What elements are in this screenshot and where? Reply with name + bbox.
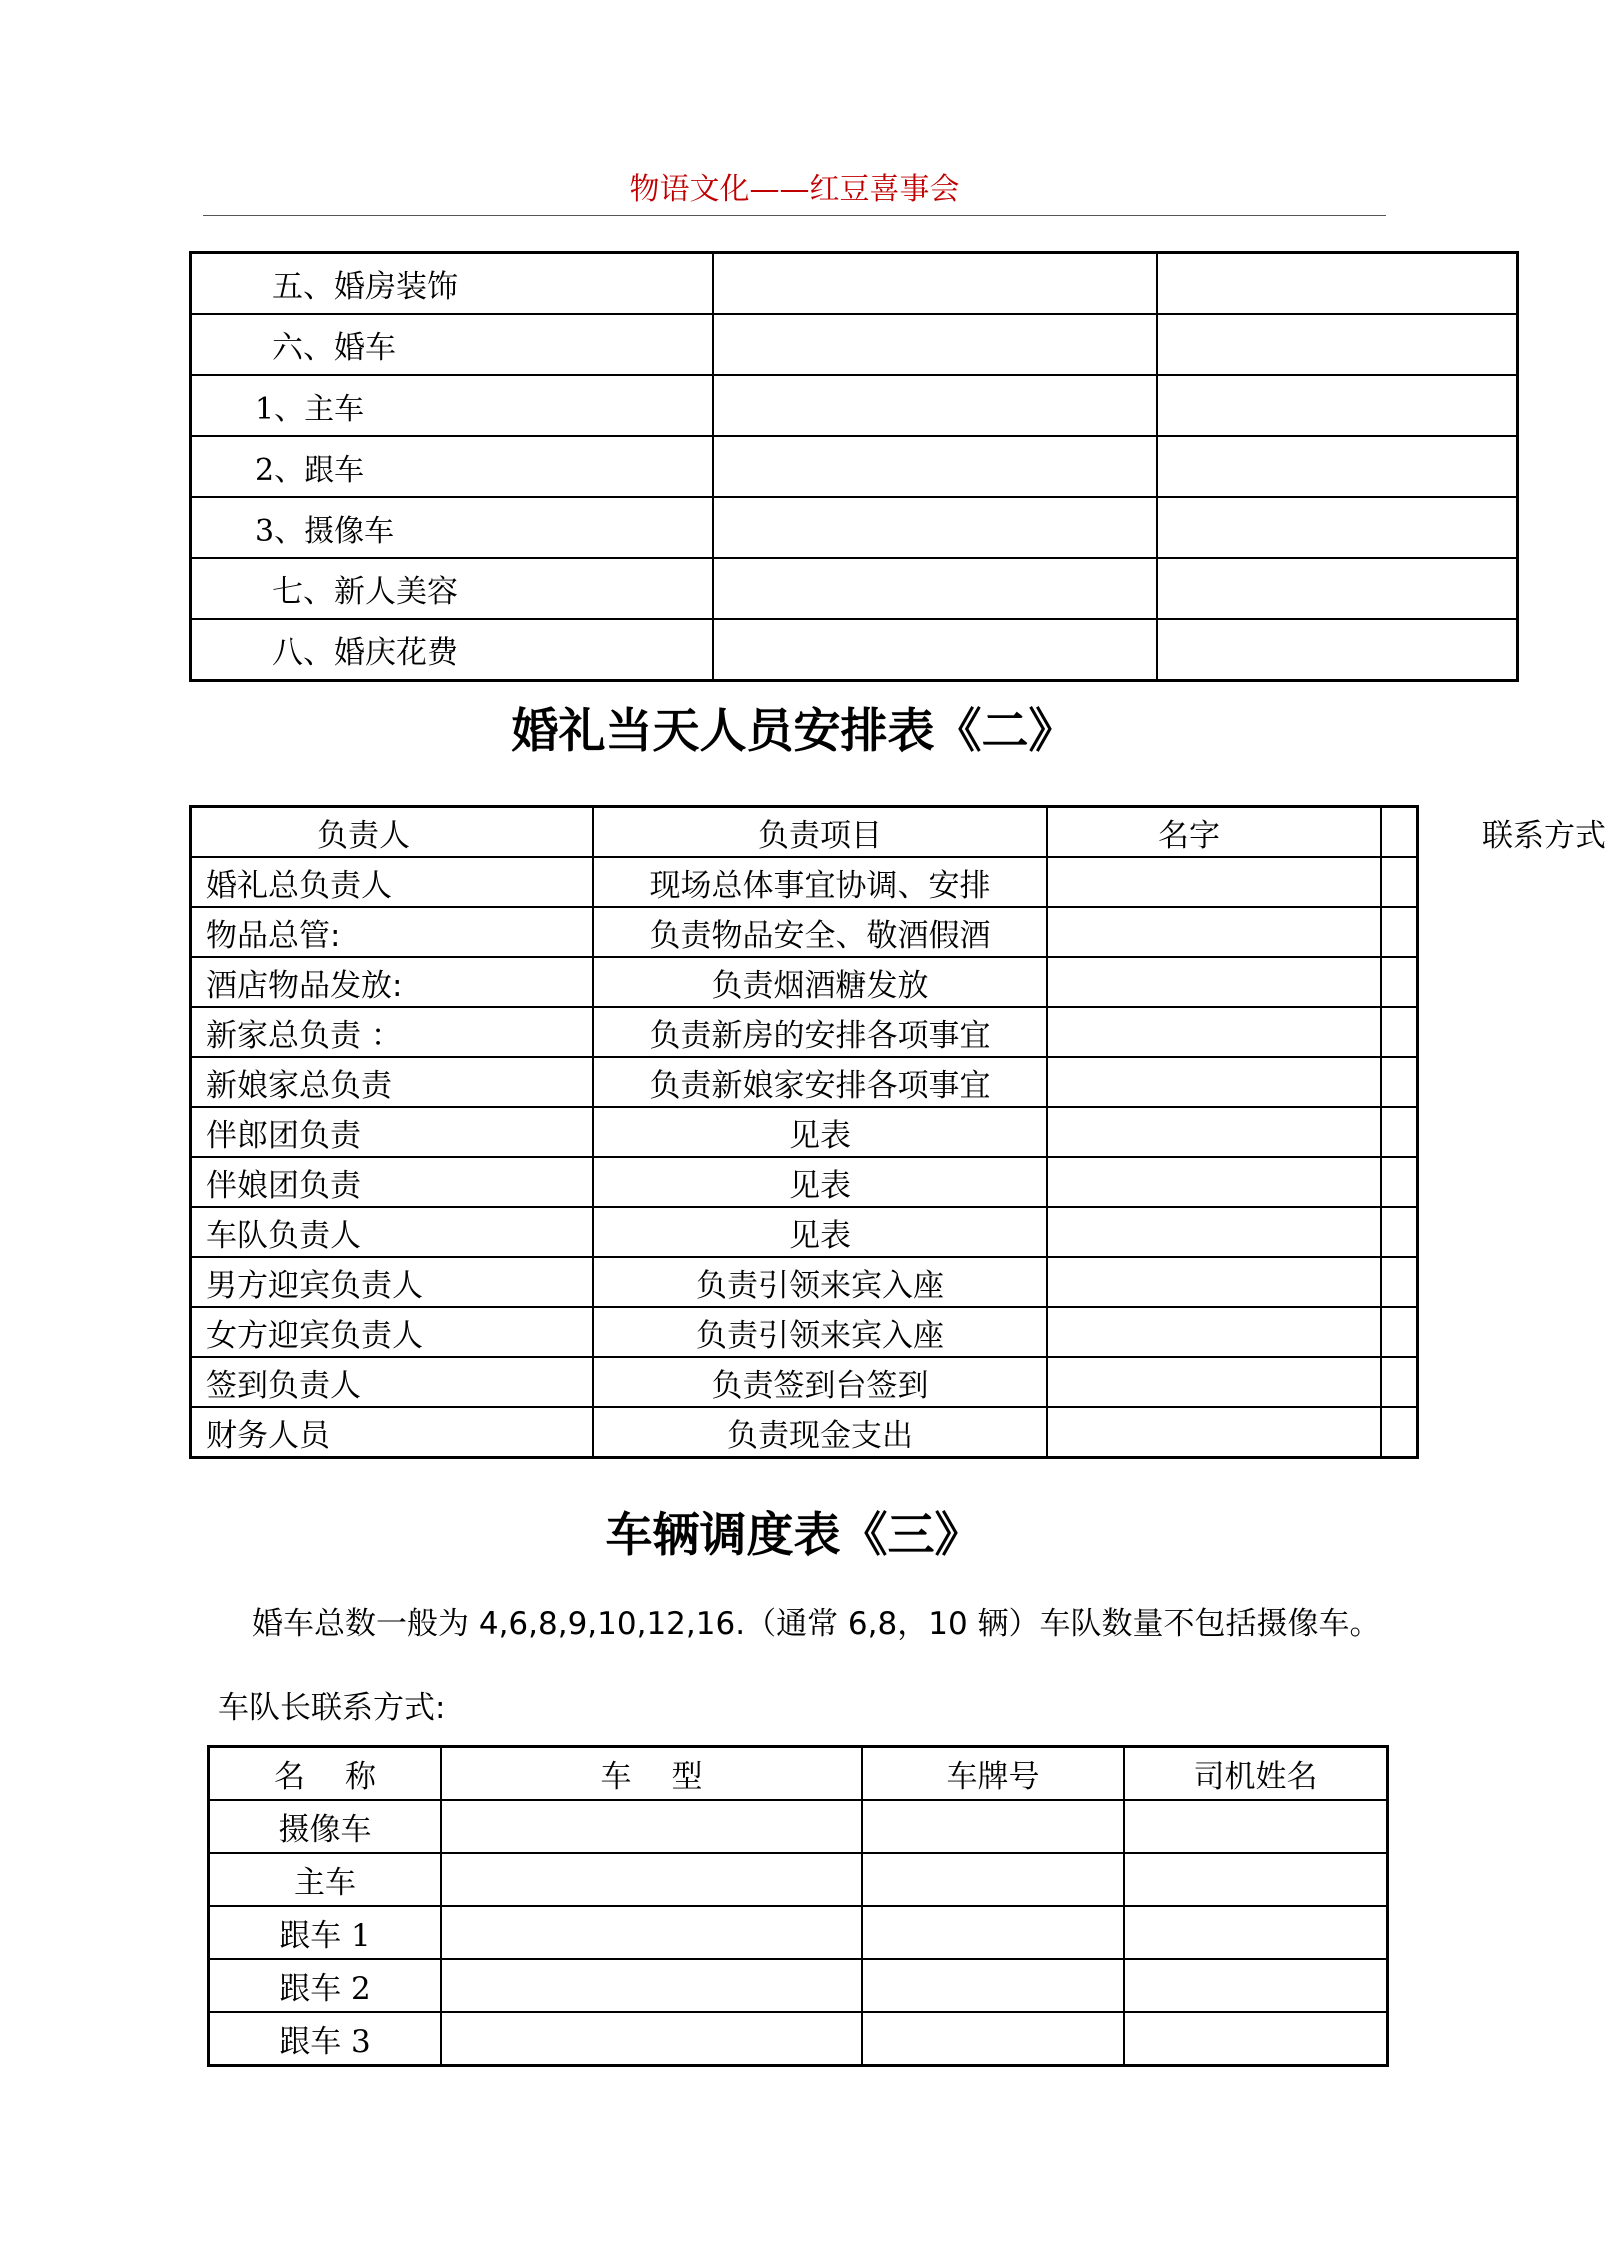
- table-row: [209, 1800, 1388, 1853]
- table-row: [209, 1906, 1388, 1959]
- table-row: [191, 436, 1518, 497]
- header-char: 名: [274, 1759, 305, 1795]
- empty-cell: [1047, 1007, 1381, 1057]
- empty-cell: [1157, 619, 1518, 681]
- table-row: [209, 1959, 1388, 2012]
- empty-cell: [862, 1800, 1124, 1853]
- empty-cell: [1047, 957, 1381, 1007]
- empty-cell: [713, 253, 1157, 315]
- empty-cell: [1381, 1257, 1418, 1307]
- vehicle-count-note: 婚车总数一般为 4,6,8,9,10,12,16.（通常 6,8，10 辆）车队数量不包括摄像车。: [252, 1606, 1381, 1642]
- task-cell: 负责新娘家安排各项事宜: [593, 1057, 1047, 1107]
- table-row: [209, 1853, 1388, 1906]
- empty-cell: [441, 1959, 862, 2012]
- empty-cell: [1381, 907, 1418, 957]
- empty-cell: [1124, 1906, 1388, 1959]
- table-row: [191, 253, 1518, 315]
- header-char: 称: [345, 1759, 376, 1795]
- row-label: 八、婚庆花费: [191, 619, 714, 681]
- table-row: [191, 907, 1418, 957]
- vehicle-table: [207, 1745, 1389, 2067]
- empty-cell: [713, 375, 1157, 436]
- empty-cell: [1124, 1853, 1388, 1906]
- table-row: [191, 497, 1518, 558]
- empty-cell: [1381, 1057, 1418, 1107]
- empty-cell: [713, 314, 1157, 375]
- role-cell: 伴郎团负责: [191, 1107, 594, 1157]
- empty-cell: [1157, 436, 1518, 497]
- task-cell: 负责新房的安排各项事宜: [593, 1007, 1047, 1057]
- task-cell: 负责烟酒糖发放: [593, 957, 1047, 1007]
- row-label: 1、主车: [191, 375, 714, 436]
- empty-cell: [1047, 1357, 1381, 1407]
- vehicle-table-title: 车辆调度表《三》: [605, 1508, 982, 1563]
- empty-cell: [1381, 1157, 1418, 1207]
- empty-cell: [1381, 1357, 1418, 1407]
- vehicle-name-cell: 主车: [209, 1853, 442, 1906]
- empty-cell: [862, 1853, 1124, 1906]
- role-cell: 婚礼总负责人: [191, 857, 594, 907]
- staff-table-title: 婚礼当天人员安排表《二》: [511, 704, 1076, 759]
- empty-cell: [1157, 497, 1518, 558]
- role-cell: 酒店物品发放:: [191, 957, 594, 1007]
- page-header: [203, 165, 1386, 216]
- role-cell: 新家总负责 ：: [191, 1007, 594, 1057]
- empty-cell: [713, 619, 1157, 681]
- table-header-row: [209, 1747, 1388, 1801]
- column-header-contact: 联系方式: [1381, 807, 1418, 858]
- empty-cell: [1157, 558, 1518, 619]
- empty-cell: [441, 1800, 862, 1853]
- table-row: [191, 314, 1518, 375]
- staff-table: [189, 805, 1606, 1459]
- empty-cell: [1381, 1107, 1418, 1157]
- header-title: 物语文化——红豆喜事会: [629, 172, 960, 207]
- task-cell: 负责物品安全、敬酒假酒: [593, 907, 1047, 957]
- role-cell: 财务人员: [191, 1407, 594, 1458]
- table-row: [191, 1157, 1418, 1207]
- column-header-name: 名字: [1047, 807, 1381, 858]
- role-cell: 新娘家总负责: [191, 1057, 594, 1107]
- header-char: 型: [671, 1759, 703, 1795]
- table-row: [191, 558, 1518, 619]
- role-cell: 伴娘团负责: [191, 1157, 594, 1207]
- role-cell: 女方迎宾负责人: [191, 1307, 594, 1357]
- empty-cell: [862, 1906, 1124, 1959]
- task-cell: 负责引领来宾入座: [593, 1307, 1047, 1357]
- empty-cell: [441, 1853, 862, 1906]
- row-label: 七、新人美容: [191, 558, 714, 619]
- table-header-row: [191, 807, 1418, 858]
- table-row: [191, 957, 1418, 1007]
- empty-cell: [1381, 1207, 1418, 1257]
- vehicle-name-cell: 摄像车: [209, 1800, 442, 1853]
- table-row: [209, 2012, 1388, 2066]
- empty-cell: [1047, 1307, 1381, 1357]
- vehicle-name-cell: 跟车 3: [209, 2012, 442, 2066]
- empty-cell: [1381, 957, 1418, 1007]
- empty-cell: [1381, 1307, 1418, 1357]
- empty-cell: [1124, 2012, 1388, 2066]
- column-header-driver: 司机姓名: [1124, 1747, 1388, 1801]
- row-label: 五、婚房装饰: [191, 253, 714, 315]
- task-cell: 见表: [593, 1107, 1047, 1157]
- empty-cell: [713, 497, 1157, 558]
- table-row: [191, 1407, 1418, 1458]
- empty-cell: [1047, 907, 1381, 957]
- vehicle-name-cell: 跟车 1: [209, 1906, 442, 1959]
- task-cell: 负责引领来宾入座: [593, 1257, 1047, 1307]
- empty-cell: [713, 436, 1157, 497]
- table-row: [191, 1107, 1418, 1157]
- empty-cell: [1047, 1157, 1381, 1207]
- task-cell: 见表: [593, 1157, 1047, 1207]
- empty-cell: [1047, 1107, 1381, 1157]
- column-header-role: 负责人: [191, 807, 594, 858]
- task-cell: 现场总体事宜协调、安排: [593, 857, 1047, 907]
- role-cell: 男方迎宾负责人: [191, 1257, 594, 1307]
- role-cell: 车队负责人: [191, 1207, 594, 1257]
- table-row: [191, 619, 1518, 681]
- table-row: [191, 857, 1418, 907]
- empty-cell: [1381, 1407, 1418, 1458]
- row-label: 3、摄像车: [191, 497, 714, 558]
- empty-cell: [441, 2012, 862, 2066]
- task-cell: 负责签到台签到: [593, 1357, 1047, 1407]
- task-cell: 见表: [593, 1207, 1047, 1257]
- empty-cell: [1047, 1257, 1381, 1307]
- empty-cell: [1381, 857, 1418, 907]
- table-row: [191, 1207, 1418, 1257]
- empty-cell: [1047, 857, 1381, 907]
- row-label: 六、婚车: [191, 314, 714, 375]
- captain-contact-label: 车队长联系方式:: [218, 1690, 446, 1726]
- empty-cell: [1124, 1800, 1388, 1853]
- column-header-task: 负责项目: [593, 807, 1047, 858]
- empty-cell: [441, 1906, 862, 1959]
- table-row: [191, 1057, 1418, 1107]
- empty-cell: [1157, 314, 1518, 375]
- column-header-plate: 车牌号: [862, 1747, 1124, 1801]
- role-cell: 物品总管:: [191, 907, 594, 957]
- vehicle-name-cell: 跟车 2: [209, 1959, 442, 2012]
- role-cell: 签到负责人: [191, 1357, 594, 1407]
- empty-cell: [862, 2012, 1124, 2066]
- empty-cell: [1124, 1959, 1388, 2012]
- row-label: 2、跟车: [191, 436, 714, 497]
- budget-table: [189, 251, 1519, 682]
- empty-cell: [1047, 1207, 1381, 1257]
- task-cell: 负责现金支出: [593, 1407, 1047, 1458]
- empty-cell: [1047, 1057, 1381, 1107]
- table-row: [191, 1307, 1418, 1357]
- table-row: [191, 1257, 1418, 1307]
- header-char: 车: [600, 1759, 632, 1795]
- empty-cell: [862, 1959, 1124, 2012]
- table-row: [191, 1357, 1418, 1407]
- table-row: [191, 375, 1518, 436]
- empty-cell: [1381, 1007, 1418, 1057]
- column-header-name: [209, 1747, 442, 1801]
- empty-cell: [713, 558, 1157, 619]
- empty-cell: [1157, 375, 1518, 436]
- column-header-model: [441, 1747, 862, 1801]
- empty-cell: [1047, 1407, 1381, 1458]
- table-row: [191, 1007, 1418, 1057]
- empty-cell: [1157, 253, 1518, 315]
